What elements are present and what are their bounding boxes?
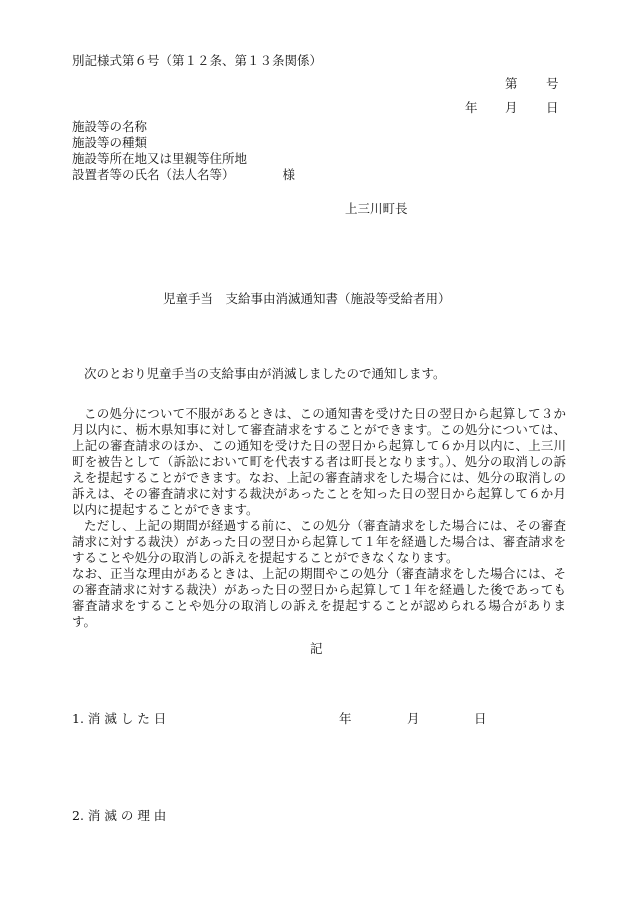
doc-number-prefix: 第 [505,76,518,91]
date-month: 月 [505,100,518,115]
honorific: 様 [282,167,296,182]
date-day: 日 [546,100,559,115]
appeal-notice-paragraph-2: ただし、上記の期間が経過する前に、この処分（審査請求をした場合には、その審査請求に対する裁決）があった日の翌日から起算して１年を経過した場合は、審査請求をすることや処分の取消しの訴えを提起することができなくなります。 [72,518,566,565]
date-year: 年 [465,100,478,115]
founder-name-line [72,167,295,183]
item2-label: 2. 消 滅 の 理 由 [72,808,167,823]
facility-name-label: 施設等の名称 [72,119,148,134]
issuer-name: 上三川町長 [345,201,408,216]
form-label: 別記様式第６号（第１２条、第１３条関係） [72,53,323,68]
appeal-notice-paragraph-3: なお、正当な理由があるときは、上記の期間やこの処分（審査請求をした場合には、その審査請求に対する裁決）があった日の翌日から起算して１年を経過した後であっても審査請求をすることや処分の取消しの訴えを提起することが認められる場合があります。 [72,566,566,629]
document-title: 児童手当 支給事由消滅通知書（施設等受給者用） [163,291,451,306]
appeal-notice [72,406,566,630]
appeal-notice-paragraph-1: この処分について不服があるときは、この通知書を受けた日の翌日から起算して３か月以内に、栃木県知事に対して審査請求をすることができます。この処分については、上記の審査請求のほか、この通知を受けた日の翌日から起算して６か月以内に、上三川町を被告として（訴訟において町を代表する者は町長となります。）、処分の取消しの訴えを提起することができます。なお、上記の審査請求をした場合には、処分の取消しの訴えは、その審査請求に対する裁決があったことを知った日の翌日から起算して６か月以内に提起することができます。 [72,406,566,517]
intro-text: 次のとおり児童手当の支給事由が消滅しましたので通知します。 [84,366,446,381]
item1-year: 年 [339,711,352,726]
founder-name-label: 設置者等の氏名（法人名等） [72,167,235,182]
facility-address-label: 施設等所在地又は里親等住所地 [72,151,248,166]
item1-month: 月 [407,711,420,726]
item1-label: 1. 消 滅 し た 日 [72,711,167,726]
item1-day: 日 [474,711,487,726]
doc-number-suffix: 号 [546,76,559,91]
facility-type-label: 施設等の種類 [72,135,148,150]
ki-heading: 記 [310,641,323,656]
recipient-block [72,119,295,183]
